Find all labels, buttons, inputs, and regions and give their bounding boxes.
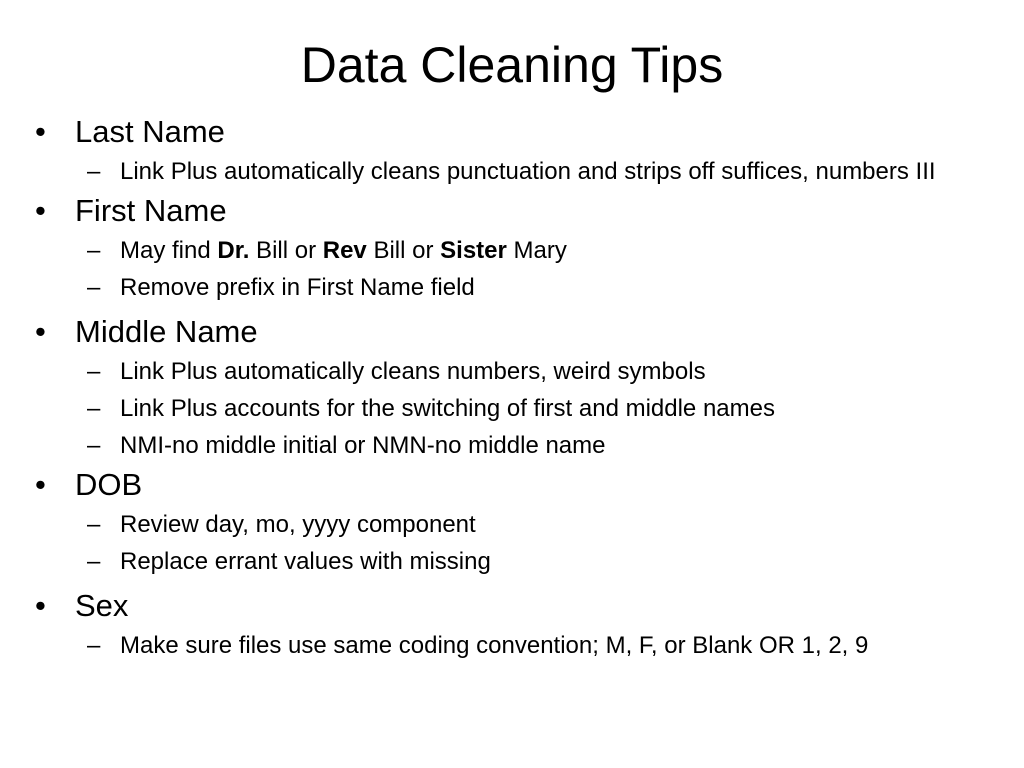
bullet-dob (0, 464, 1024, 506)
dash-icon: – (87, 548, 101, 575)
bullet-label: Last Name (75, 114, 225, 149)
sub-bullet (0, 232, 1024, 269)
bold-prefix-sister: Sister (440, 237, 507, 264)
sub-bullet (0, 543, 1024, 580)
sub-bullet-text: Replace errant values with missing (120, 548, 491, 575)
slide-title: Data Cleaning Tips (300, 37, 724, 93)
dash-icon: – (87, 237, 101, 264)
bullet-dot-icon: • (35, 314, 46, 349)
sub-bullet-text: NMI-no middle initial or NMN-no middle name (120, 432, 606, 459)
sub-bullet (0, 390, 1024, 427)
bullet-dot-icon: • (35, 114, 46, 149)
sub-bullet-text: Link Plus accounts for the switching of first and middle names (120, 395, 775, 422)
dash-icon: – (87, 632, 101, 659)
dash-icon: – (87, 358, 101, 385)
bullet-dot-icon: • (35, 588, 46, 623)
bold-prefix-dr: Dr. (217, 237, 250, 264)
bullet-label: Middle Name (75, 314, 258, 349)
sub-bullet-text: Review day, mo, yyyy component (120, 511, 476, 538)
bullet-list (0, 111, 1024, 664)
bullet-first-name (0, 190, 1024, 232)
sub-bullet-text: May find Dr. Bill or Rev Bill or Sister Mary (120, 237, 567, 264)
bullet-label: DOB (75, 467, 143, 502)
sub-bullet (0, 153, 1024, 190)
bold-prefix-rev: Rev (322, 237, 367, 264)
bullet-last-name (0, 111, 1024, 153)
sub-bullet-text: Make sure files use same coding convention; M, F, or Blank OR 1, 2, 9 (120, 632, 869, 659)
sub-bullet (0, 269, 1024, 306)
bullet-label: First Name (75, 193, 227, 228)
sub-bullet-text: Remove prefix in First Name field (120, 274, 475, 301)
sub-bullet-text: Link Plus automatically cleans numbers, weird symbols (120, 358, 706, 385)
dash-icon: – (87, 395, 101, 422)
dash-icon: – (87, 432, 101, 459)
sub-bullet (0, 427, 1024, 464)
bullet-label: Sex (75, 588, 129, 623)
sub-bullet (0, 353, 1024, 390)
dash-icon: – (87, 511, 101, 538)
dash-icon: – (87, 158, 101, 185)
bullet-sex (0, 585, 1024, 627)
dash-icon: – (87, 274, 101, 301)
sub-bullet-text: Link Plus automatically cleans punctuation and strips off suffices, numbers III (120, 158, 936, 185)
sub-bullet (0, 506, 1024, 543)
bullet-dot-icon: • (35, 193, 46, 228)
bullet-dot-icon: • (35, 467, 46, 502)
sub-bullet (0, 627, 1024, 664)
bullet-middle-name (0, 311, 1024, 353)
